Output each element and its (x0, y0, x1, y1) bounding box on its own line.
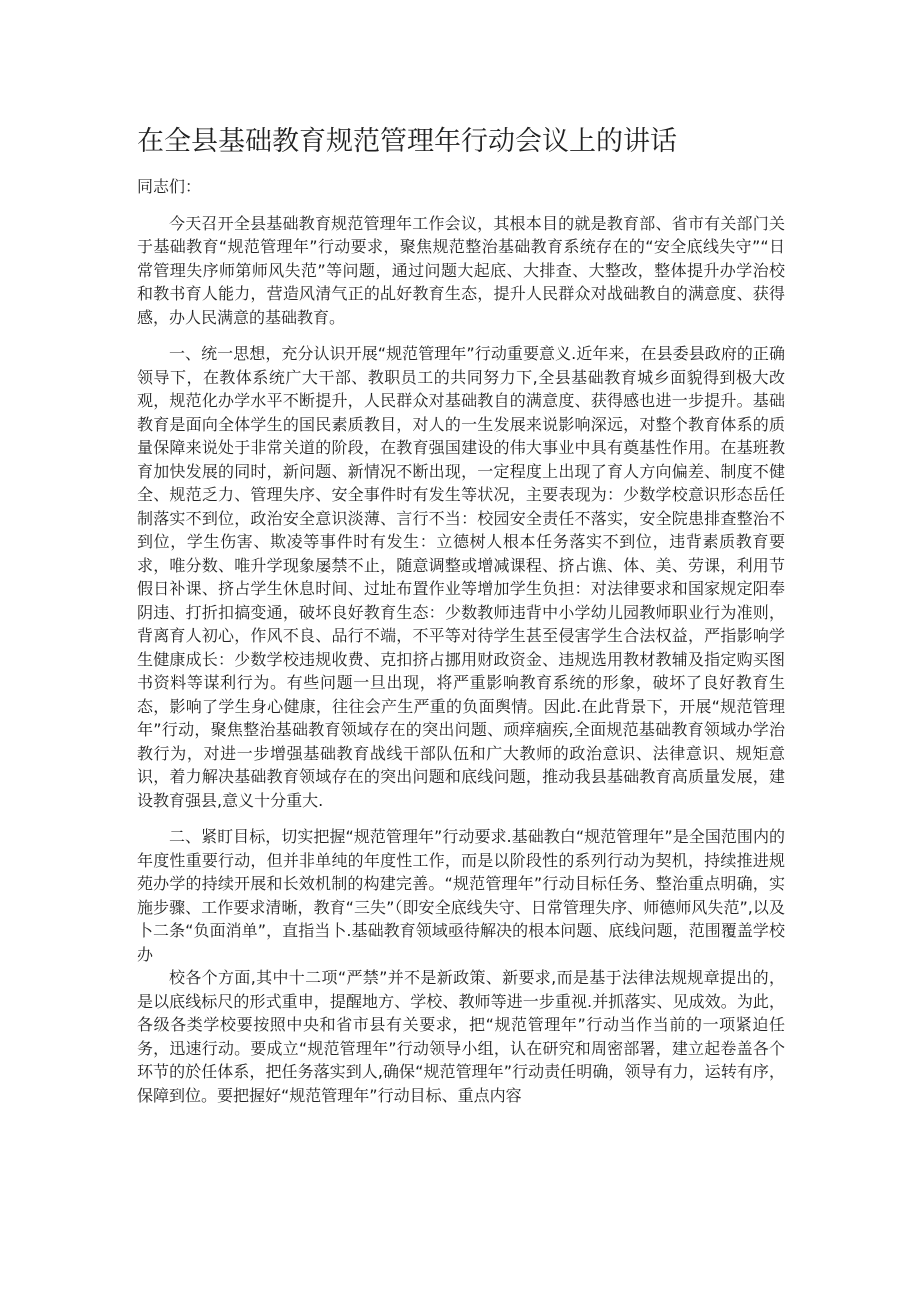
document-body (137, 175, 785, 1107)
paragraph-continuation: 校各个方面,其中十二项“严禁”并不是新政策、新要求,而是基于法律法规规章提出的，是以底线标尺的形式重申，提醒地方、学校、教师等进一步重视.并抓落实、见成效。为此，各级各类学校要按照中央和省市县有关要求，把“规范管理年”行动当作当前的一项紧迫任务，迅速行动。要成立“规范管理年”行动领导小组，认在研究和周密部署，建立起卷盖各个环节的於任体系，把任务落实到人,确保“规范管理年”行动责任明确，领导有力，运转有序，保障到位。要把握好“规范管理年”行动目标、重点内容 (137, 968, 785, 1105)
paragraph-section-one: 一、统一思想，充分认识开展“规范管理年”行动重要意义.近年来，在县委县政府的正确领导下，在教体系统广大干部、教职员工的共同努力下,全县基础教育城乡面貌得到极大改观，规范化办学水平不断提升，人民群众对基础教自的满意度、获得感也进一步提升。基础教育是面向全体学生的国民素质教目，对人的一生发展来说影响深远，对整个教育体系的质量保障来说处于非常关道的阶段，在教育强国建设的伟大事业中具有奠基性作用。在基班教育加快发展的同时，新问题、新情况不断出现，一定程度上出现了育人方向偏差、制度不健全、规范乏力、管理失序、安全事件时有发生等状况，主要表现为：少数学校意识形态岳任制落实不到位，政治安全意识淡薄、言行不当：校园安全责任不落实，安全院患排查整治不到位，学生伤害、欺凌等事件时有发生：立德树人根本任务落实不到位，违背素质教育要求，唯分数、唯升学现象屡禁不止，随意调整或增减课程、挤占谯、体、美、劳课，利用节假日补课、挤占学生休息时间、过址布置作业等增加学生负担：对法律要求和国家规定阳奉阴违、打折扣搞变通，破坏良好教育生态：少数教师违背中小学幼儿园教师职业行为准则，背离育人初心，作风不良、品行不端，不平等对待学生甚至侵害学生合法权益，严指影响学生健康成长：少数学校违规收费、克扣挤占挪用财政资金、违规选用教材教辅及指定购买图书资料等谋利行为。有些问题一旦出现，将严重影响教育系统的形象，破坏了良好教育生态，影响了学生身心健康，往往会产生严重的负面舆情。因此.在此背景下，开展“规范管理年”行动，聚焦整治基础教育领域存在的突出问题、顽痒痼疾,全面规范基础教育领域办学治教行为，对进一步增强基础教育战线干部队伍和广大教师的政治意识、法律意识、规矩意识，着力解决基础教育领域存在的突出问题和底线问题，推动我县基础教育高质量发展，建设教育强县,意义十分重大. (137, 344, 785, 810)
salutation: 同志们： (137, 177, 202, 196)
document-title: 在全县基础教育规范管理年行动会议上的讲话 (137, 126, 677, 157)
paragraph-section-two: 二、紧盯目标，切实把握“规范管理年”行动要求.基础教白“规范管理年”是全国范围内的年度性重要行动，但并非单纯的年度性工作，而是以阶段性的系列行动为契机，持续推进规苑办学的持续开展和长效机制的构建完善。“规范管理年”行动目标任务、整治重点明确，实施步骤、工作要求清晰，教育“三失”（即安全底线失守、日常管理失序、师德师风失范”,以及卜二条“负面消单”，直指当卜.基础教育领域亟待解决的根本问题、底线问题，范围覆盖学校办 (137, 827, 785, 964)
paragraph-intro: 今天召开全县基础教育规范管理年工作会议，其根本目的就是教育部、省市有关部门关于基础教育“规范管理年”行动要求，聚焦规范整治基础教育系统存在的“安全底线失守”“日常管理失序师第师风失范”等问题，通过问题大起底、大排查、大整改，整体提升办学治校和教书育人能力，营造风清气正的乩好教育生态，提升人民群众对战础教自的满意度、获得感，办人民满意的基础教育。 (137, 213, 785, 327)
